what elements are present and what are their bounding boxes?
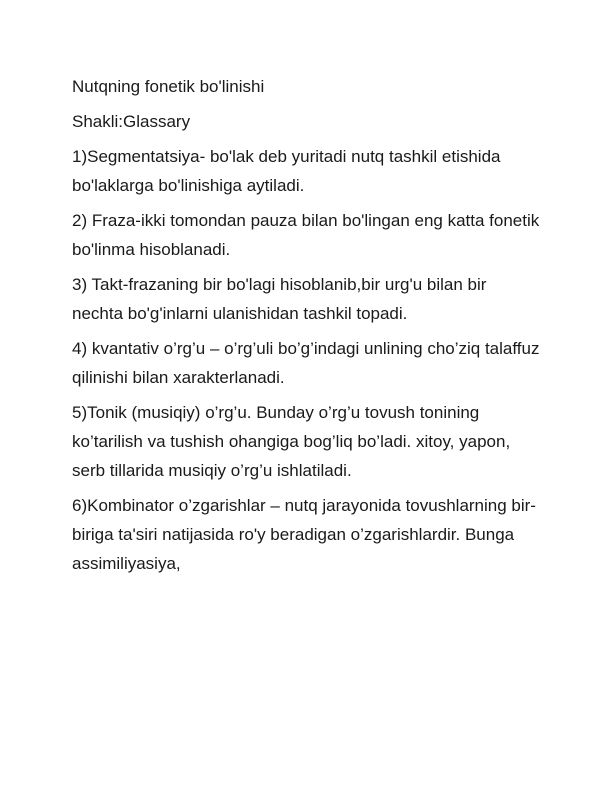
paragraph-tonic-stress: 5)Tonik (musiqiy) o’rg’u. Bunday o’rg’u tovush tonining ko’tarilish va tushish ohangiga bog’liq bo’ladi. xitoy, yapon, serb tillarida musiqiy o’rg’u ishlatiladi. (72, 403, 511, 480)
document-body (72, 72, 542, 584)
paragraph-quantitative-stress: 4) kvantativ o’rg’u – o’rg’uli bo’g’indagi unlining cho’ziq talaffuz qilinishi bilan xarakterlanadi. (72, 339, 540, 387)
paragraph-segmentation: 1)Segmentatsiya- bo'lak deb yuritadi nutq tashkil etishida bo'laklarga bo'linishiga aytiladi. (72, 147, 501, 195)
paragraph-tact: 3) Takt-frazaning bir bo'lagi hisoblanib,bir urg'u bilan bir nechta bo'g'inlarni ulanishidan tashkil topadi. (72, 275, 487, 323)
form-line: Shakli:Glassary (72, 112, 191, 131)
document-title: Nutqning fonetik bo'linishi (72, 77, 265, 96)
paragraph-phrase: 2) Fraza-ikki tomondan pauza bilan bo'lingan eng katta fonetik bo'linma hisoblanadi. (72, 211, 540, 259)
paragraph-combinatory-changes: 6)Kombinator o’zgarishlar – nutq jarayonida tovushlarning bir-biriga ta'siri natijasida ro'y beradigan o’zgarishlardir. Bunga assimiliyasiya, (72, 496, 536, 573)
